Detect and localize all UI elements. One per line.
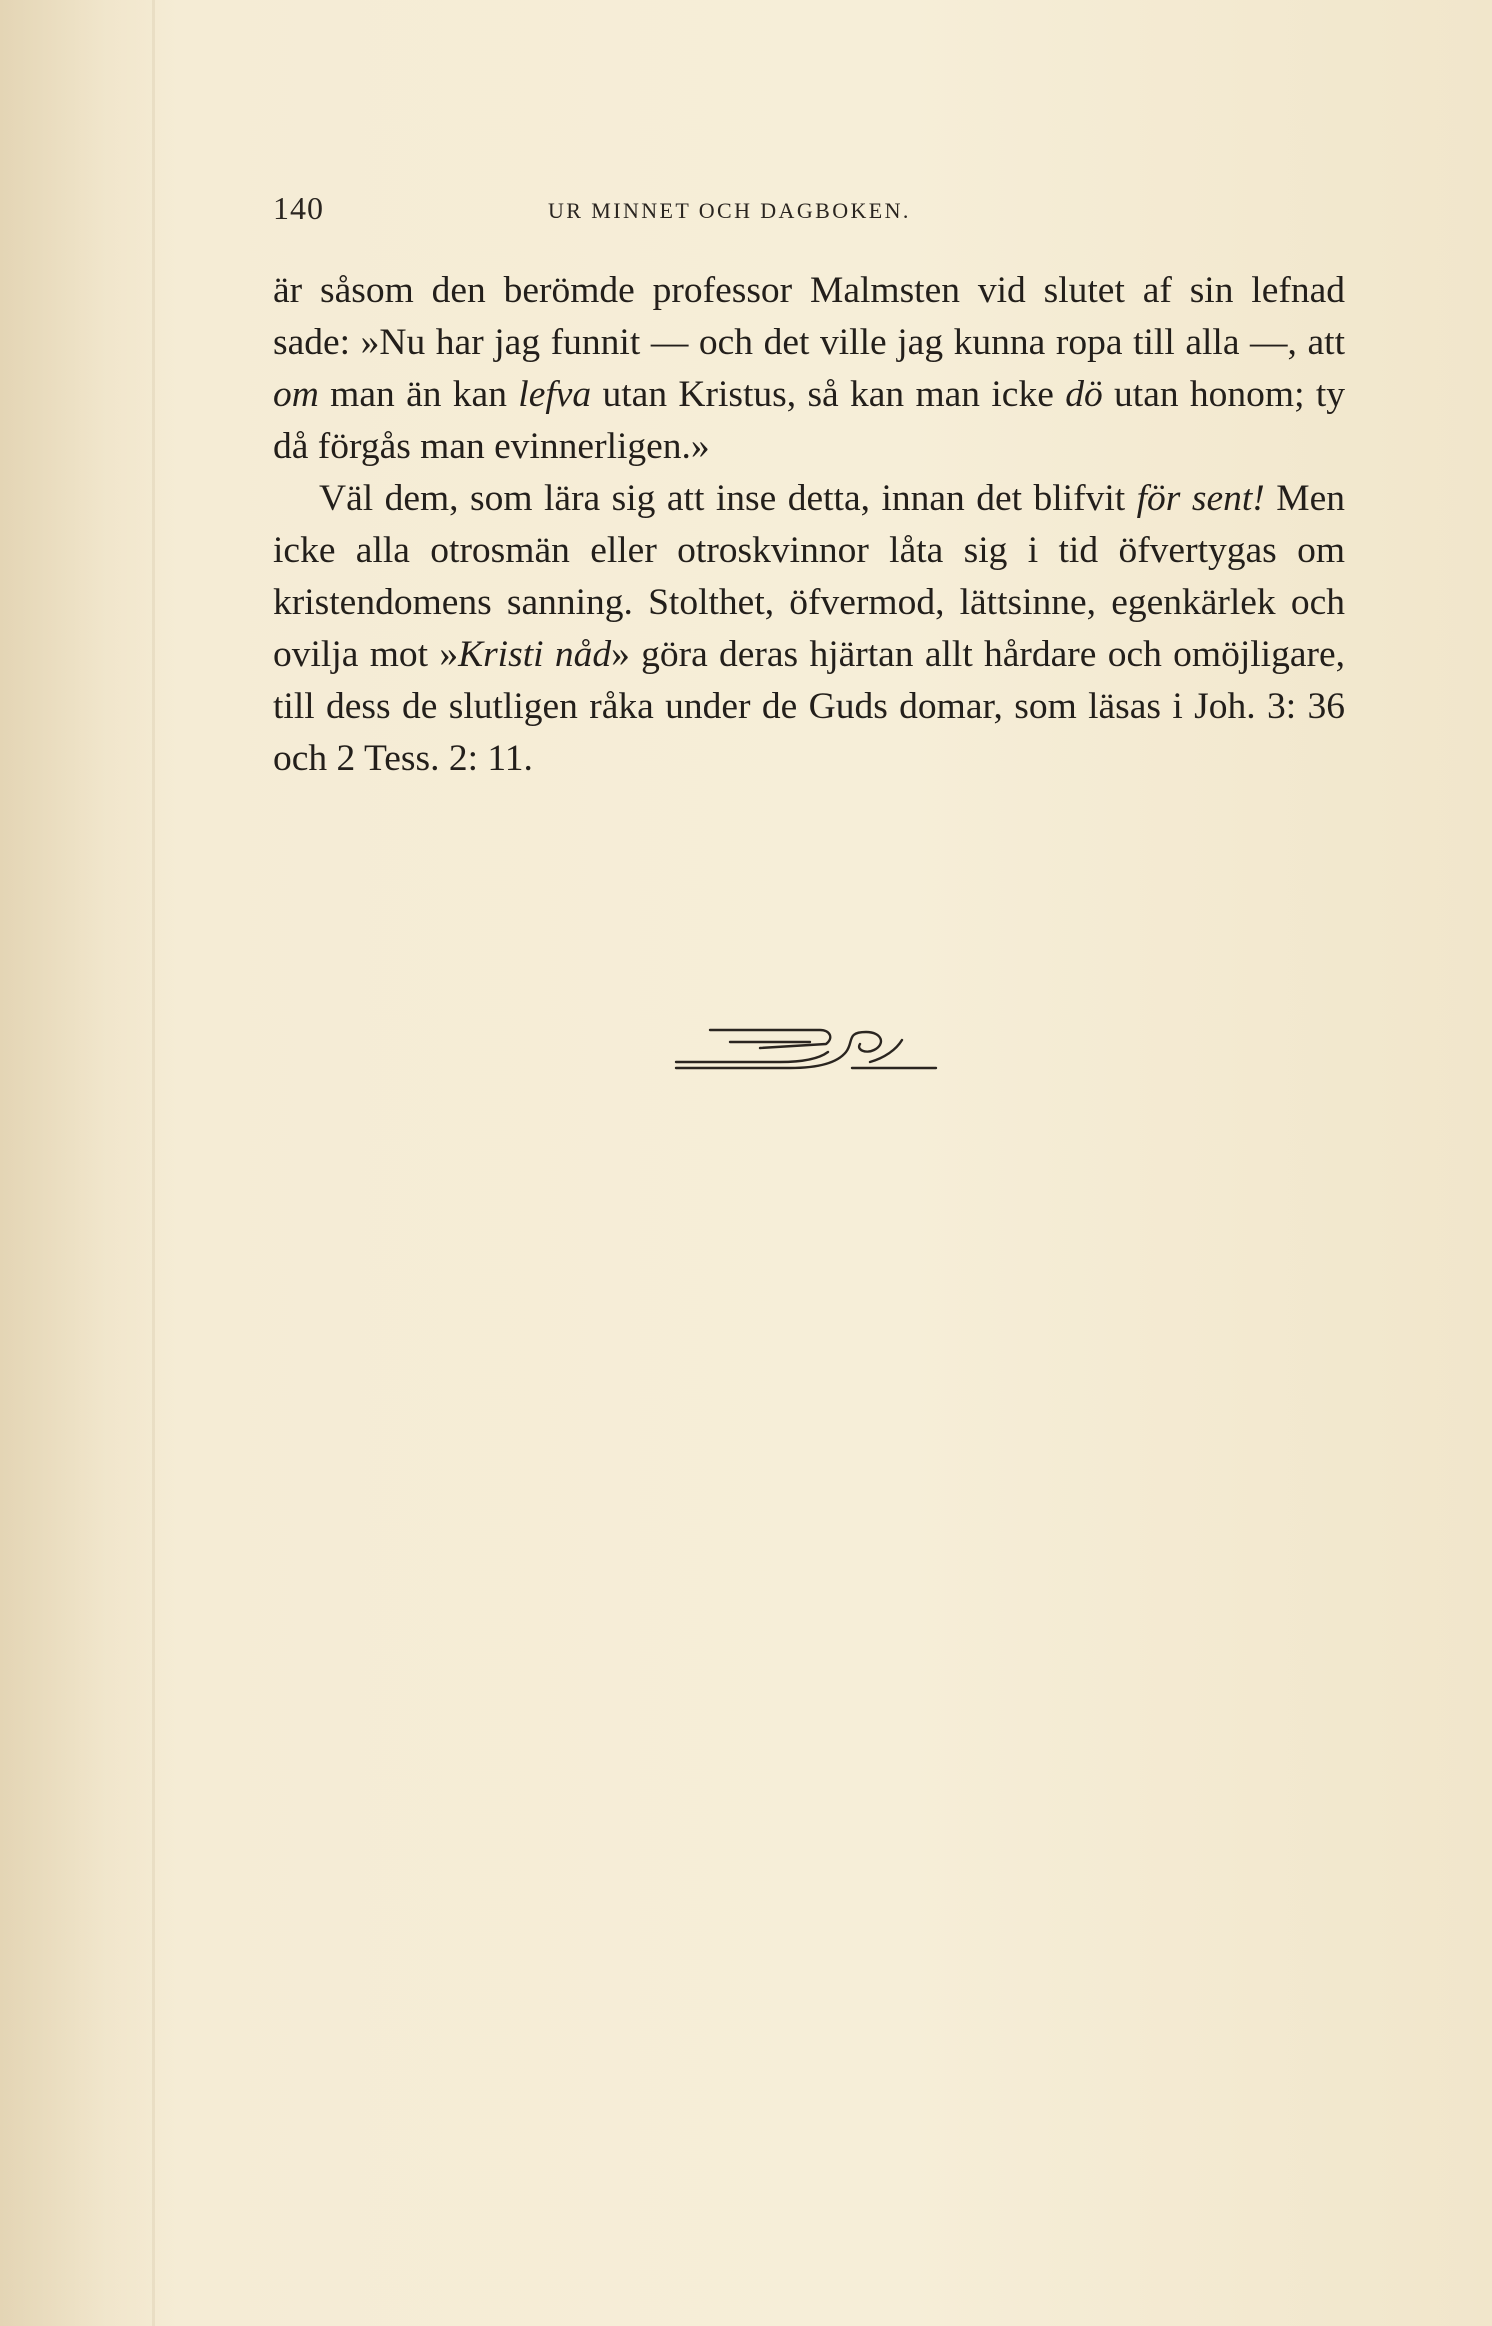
body-text — [273, 265, 1345, 785]
page-number: 140 — [273, 190, 324, 226]
tailpiece-flourish-icon — [670, 1024, 942, 1074]
paragraph-2 — [273, 473, 1345, 785]
text-run: Väl dem, som lära sig att inse detta, innan det blifvit — [319, 478, 1137, 519]
paragraph-1 — [273, 265, 1345, 473]
running-head: UR MINNET OCH DAGBOKEN. — [548, 198, 911, 223]
page-fold-line — [152, 0, 155, 2326]
text-run: Men icke alla otrosmän eller otroskvinnor låta sig i tid öfvertygas om kristendomens sanning. Stolthet, öfvermod, lättsinne, egenkärlek och ovilja mot » — [273, 478, 1345, 675]
page-header — [273, 190, 1343, 234]
text-run: utan Kristus, så kan man icke — [591, 374, 1066, 415]
text-run: är såsom den berömde professor Malmsten vid slutet af sin lefnad sade: »Nu har jag funnit — och det ville jag kunna ropa till alla —, att — [273, 270, 1345, 363]
text-run: utan honom; ty då förgås man evinnerligen.» — [273, 374, 1346, 467]
italic-run: dö — [1065, 374, 1103, 415]
text-run: man än kan — [318, 374, 519, 415]
italic-run: Kristi nåd — [458, 634, 612, 675]
italic-run: lefva — [518, 374, 592, 415]
page-gutter-shade — [0, 0, 175, 2326]
italic-run: för sent! — [1136, 478, 1265, 519]
text-run: » göra deras hjärtan allt hårdare och omöjligare, till dess de slutligen råka under de Guds domar, som läsas i Joh. 3: 36 och 2 Tess. 2: 11. — [273, 634, 1345, 779]
italic-run: om — [273, 374, 319, 415]
